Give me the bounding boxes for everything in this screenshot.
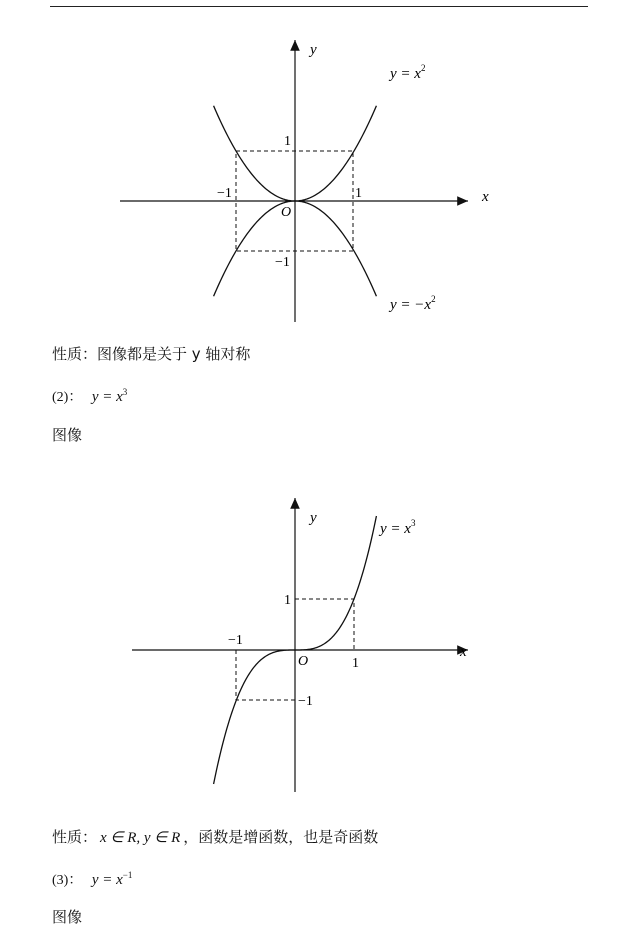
property-2-formula: x ∈ R, y ∈ R [100, 830, 181, 846]
item-2-number: (2)： [52, 390, 83, 405]
y-axis-label: y [310, 42, 317, 58]
tick-y-pos: 1 [284, 593, 291, 608]
property-text-1: 性质：图像都是关于 y 轴对称 [52, 345, 251, 363]
tick-y-pos: 1 [284, 134, 291, 149]
property-text-2 [52, 826, 378, 847]
item-3-heading [52, 869, 132, 889]
dashed-guide-negative [236, 650, 295, 700]
figure-parabolas [0, 0, 640, 330]
origin-label: O [298, 654, 309, 669]
origin-label: O [281, 205, 292, 220]
property-2-suffix: ，函数是增函数，也是奇函数 [183, 828, 379, 846]
tick-y-neg: −1 [298, 694, 313, 709]
curve-label: $y = x^3$ [380, 518, 416, 537]
item-2-formula: $y = x^3$ [91, 387, 128, 405]
item-3-formula: $y = x^{-1}$ [91, 870, 133, 888]
image-label-2: 图像 [52, 426, 83, 444]
tick-x-neg: −1 [217, 186, 232, 201]
tick-y-neg: −1 [275, 255, 290, 270]
curve-label-top: $y = x^2$ [390, 63, 426, 82]
curve-label-bottom: $y = -x^2$ [390, 294, 436, 313]
tick-x-pos: 1 [352, 656, 359, 671]
property-2-prefix: 性质： [52, 828, 98, 846]
x-axis-label: x [460, 644, 467, 660]
image-label-3: 图像 [52, 908, 83, 926]
x-axis-label: x [482, 189, 489, 205]
tick-x-neg: −1 [228, 633, 243, 648]
item-3-number: (3)： [52, 873, 83, 888]
y-axis-label: y [310, 510, 317, 526]
item-2-heading [52, 386, 127, 406]
tick-x-pos: 1 [355, 186, 362, 201]
dashed-guide-positive [295, 599, 354, 650]
figure-cubic [0, 480, 640, 800]
